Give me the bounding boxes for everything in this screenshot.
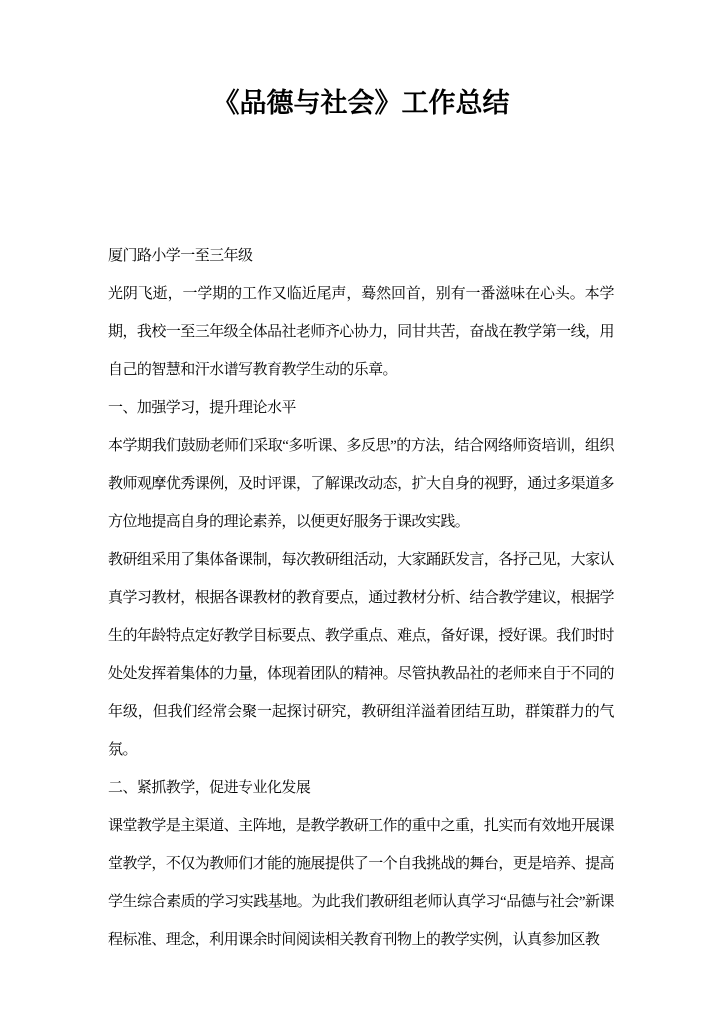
section-heading-1: 一、加强学习，提升理论水平 [108, 400, 296, 416]
paragraph-section2-a: 课堂教学是主渠道、主阵地，是教学教研工作的重中之重，扎实而有效地开展课堂教学，不仅为教师们才能的施展提供了一个自我挑战的舞台，更是培养、提高学生综合素质的学习实践基地。为此我们教研组老师认真学习“品德与社会”新课程标准、理念，利用课余时间阅读相关教育刊物上的教学实例，认真参加区教 [108, 818, 614, 948]
paragraph-section1-b: 教研组采用了集体备课制，每次教研组活动，大家踊跃发言，各抒己见，大家认真学习教材，根据各课教材的教育要点，通过教材分析、结合教学建议，根据学生的年龄特点定好教学目标要点、教学重点、难点，备好课，授好课。我们时时处处发挥着集体的力量，体现着团队的精神。尽管执教品社的老师来自于不同的年级，但我们经常会聚一起探讨研究，教研组洋溢着团结互助，群策群力的气氛。 [108, 552, 614, 758]
section-heading-2: 二、紧抓教学，促进专业化发展 [108, 780, 311, 796]
paragraph-intro: 光阴飞逝，一学期的工作又临近尾声，蓦然回首，别有一番滋味在心头。本学期，我校一至三年级全体品社老师齐心协力，同甘共苦，奋战在教学第一线，用自己的智慧和汗水谱写教育教学生动的乐章。 [108, 286, 614, 378]
document-title: 《品德与社会》工作总结 [212, 88, 510, 118]
paragraph-section1-a: 本学期我们鼓励老师们采取“多听课、多反思”的方法，结合网络师资培训，组织教师观摩优秀课例，及时评课，了解课改动态，扩大自身的视野，通过多渠道多方位地提高自身的理论素养，以便更好服务于课改实践。 [108, 438, 614, 530]
byline: 厦门路小学一至三年级 [108, 248, 253, 264]
document-body [108, 237, 614, 959]
